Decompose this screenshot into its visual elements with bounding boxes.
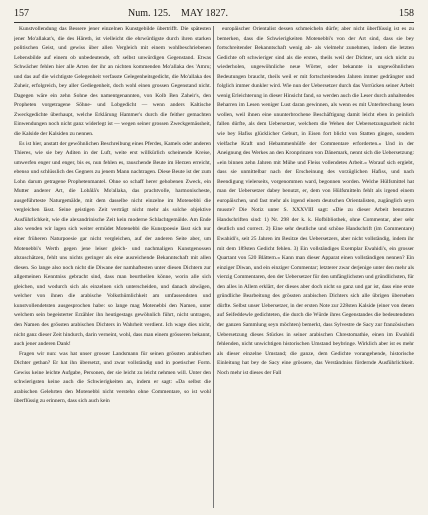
left-column [14, 25, 211, 509]
header-rule [14, 22, 414, 23]
page-header [14, 8, 414, 22]
page-number-right: 158 [399, 8, 414, 19]
paragraph: Es ist hier, anstatt der gewöhnlichen Beschreibung eines Pferdes, Kamels oder anderen Thieres, wie sie bey Aditen in der Luft, weite erst willkürlich scheinende Kreise, umwerfen enger und enger, bis es, nun fehlen es, rauschende Beute im Herzen erreicht, ebenso und schlüsslich des Gegners zu jenem Mann nachtragen. Diese Beute ist der zum Lohn darum getragene Prophetenmantel. Ohne so schaff herer gehobenen Zweck, ein Mutter anderer Art, die Lobâlâ's Mo'allaka, das prachtvolle, harmonischeste, ausgeführteste Naturgemälde, mit dem dasselbe nicht einzelne im Motenebbi die vergleichen lässt. Seine geistigen Zeit verträgt nicht mehr als solche objektive Ausführlichkeit, wie die alexandrinische Zeit kein moderne Schlachtgemälde. Am Ende also wenden wir lagen sich weiter ermüdet Motenebbi die Kunstpoesie lässt sich nur einer früheren Naturpoesie gar nicht vergleichen, auf der anderen Seite aber, um Motenebbi's Werth gegen jene leiser gleich- und nachmaligen Kunstgenossen abzuschätzen, fehlt uns nichts geringer als eine ausreichende Bekanntschaft mit allen diesen. So lange also noch nicht die Diwane der namhaftesten unter diesen Dichtern zur allgemeinen Kenntniss gebracht sind, dass man beurtheilen könne, worin alle sich gleichen, und wodurch sich als einzelnen sich unterscheiden, und danach abwägen, welcher von ihnen die arabische Volksthümlichkeit am umfassendsten und kunstvollendetsten ausgesprochen habe: so lange mag Motenebbi den Namen, unter welchem sein begeisterter Erzähler ihn heutigestags gewöhnlich führt, nicht untragen, den Namen des grössten arabischen Dichters in Wahrheit verdient. Ich wage dies nicht, nicht ganz dieser Zeit hindurch, darin verneint, wohl, dass man einem grösseren bekannt, auch jener anderen Dank! [14, 140, 211, 348]
paragraph: europäischer Orientalist dessen schmeicheln dürfe; aber nicht überflüssig ist es zu bemerken, dass die Schwierigkeiten Motenebbi's von der Art sind, dass sie bey fortschreitender Bekanntschaft wenig ab- als vielmehr zunehmen, indem die letzten Gedichte oft schwieriger sind als die ersten, theils weil der Dichter, um sich nicht zu wiederholen, ungewöhnliche neue Wörter, oder bekannte in ungewöhnlichen Bedeutungen braucht, theils weil er mit fortschreitenden Jahren immer gedrängter und folglich immer dunkler wird. Wie nun der Uebersetzer durch das Vorrücken seiner Arbeit wenig Erleichterung in dieser Hinsicht fand, so werden auch die Leser durch anhaltendes Beharren im Lesen weniger Lust daran gewinnen, als wenn es mit Unterbrechung lesen wollen, weil ihnen eine ununterbrochene Beschäftigung damit leicht eben in peinlich fallen dürfte, als dem Uebersetzer, welchem die Wehen der Uebersetzungsarbeit nicht wie bey Hafiss glücklicher Geburt, in Eisen fort blickt von Statten gingen, sondern vielfache Kraft und Hebammenhülfe der Commentare erforderten.« Und in der Aneignung des Werkes an den Kronprinzen von Dänemark, nennt sich die Uebersetzung: »ein binnen zehn Jahren mit Mühe und Fleiss vollendetes Arbeit.« Worauf sich ergiebt, dass sie unmittelbar nach der Erscheinung des vorzüglichen Hafiss, und nach Beendigung vielerseits, vorgenommen ward, begonnen worden. Welche Hülfsmittel hat man der Uebersetzer dabey benutzt, er, dem von Hülfsmitteln fehlt als irgend einem europäischen, und fast mehr als irgend einem deutschen Orientalisten, zugänglich seyn musste? Die Notiz unter S. XXXVIII sagt: »Die zu dieser Arbeit benutzten Handschriften sind: 1) Nr. 298 der k. k. Hofbibliothek, ohne Commentar, aber sehr deutlich und correct. 2) Eine sehr deutliche und schöne Handschrift (im Commentare) Ewahidi's, seit 25 Jahren im Besitze des Uebersetzers, aber nicht vollständig, indem ihr mit dem 189sten Gedicht fehlen. 3) Ein vollständiges Exemplar Ewahidi's, ein grosser Quartant von 520 Blättern.« Kann man dieser Apparat einen vollständigen nennen? Ein einziger Diwan, und ein einziger Commentar; letzterer zwar derjenige unter den mehr als vierzig Commentaren, den der Uebersetzer für den umfänglichsten und gründlichsten, für den alles in Allem erklärt, der dieses aber doch nicht so ganz und gar ist, dass eine erste gründliche Bearbeitung des grössten arabischen Dichters sich alle übrigen übersehen dürfte. Selbst unser Uebersetzer, in der ersten Note zur 228sten Kalside (einer von denen auf Seifeddewle gedichteten, die durch die Würde ihres Gegenstandes die bedeutendsten der ganzen Sammlung seyn möchten) bemerkt, dass Sylvestre de Sacy zur französischen Uebersetzung dieses Stückes in seiner arabischen Chrestomathie, einen im Ewahidi fehlenden, nicht unwichtigen historischen Umstand beybringe. Wirklich aber ist es mehr als dieser einzelne Umstand; die ganze, dem Gedichte vorangehende, historische Einleitung hat bey de Sacy eine grössere, das Verständniss fördernde Ausführlichkeit. Noch mehr ist dieses der Fall [217, 26, 414, 376]
issue-date: MAY 1827. [181, 8, 229, 19]
issue-number: Num. 125. [128, 8, 171, 19]
column-divider [213, 26, 214, 508]
page-number-left: 157 [14, 8, 29, 19]
right-column [217, 25, 414, 509]
paragraph: Fragen wir nun: was hat unser grosser Landsmann für seinen grössten arabischen Dichter gethan? Er hat ihn übersetzt, und zwar vollständig und in poetischer Form. Gewiss keine leichte Aufgabe, Personen, der sie leicht zu leicht nehmen will. Unter den schwierigsten keine auch die Schwierigkeiten an, indem er sagt: »Da selbst die arabischen Gelehrten den Motenebbi nicht verstehn ohne Commentare, so ist wohl überflüssig zu erinnern, dass sich auch kein [14, 350, 211, 405]
paragraph: Kunstvollendung das Bessere jener einzelnen Kunstgebilde übertrifft. Die spätesten jener Mo'allakat's, die des Hâreth, ist vielleicht die ehrwürdigste durch ihren starken politischen Geist, und gewiss über allen Vergleich mit einem wohlbeschriebenen Lebensbilde auf einem ob unbedeutende, oft selbst unwürdigen Gegenstand. Etwas Schwächer fehlen hier alle Arten der ihr an nichten kommenden Mo'allaka des 'Amru; und das auf die wichtigste Gelegenheit verfasste Gelegenheitsgedicht, die Mo'allaka des Zuheir, erfolgreich, bey aller Gediegenheit, doch wohl einen grossen Gegenstand nicht. Dagegen wäre ein zehn Sohne des namentgenannten, von Kolb Ben Zaheir's, den Propheten vorgetragene Söhne- und Lobgedicht — wenn anders Kaltische Zweckgedichte überhaupt, welche Erklärung Hammer's durch die feither gemachten Einwendungen noch nicht ganz widerlegt ist — wegen seiner grossen Zweckgemässheit, die Kalside der Kalsiden zu nennen. [14, 26, 211, 138]
